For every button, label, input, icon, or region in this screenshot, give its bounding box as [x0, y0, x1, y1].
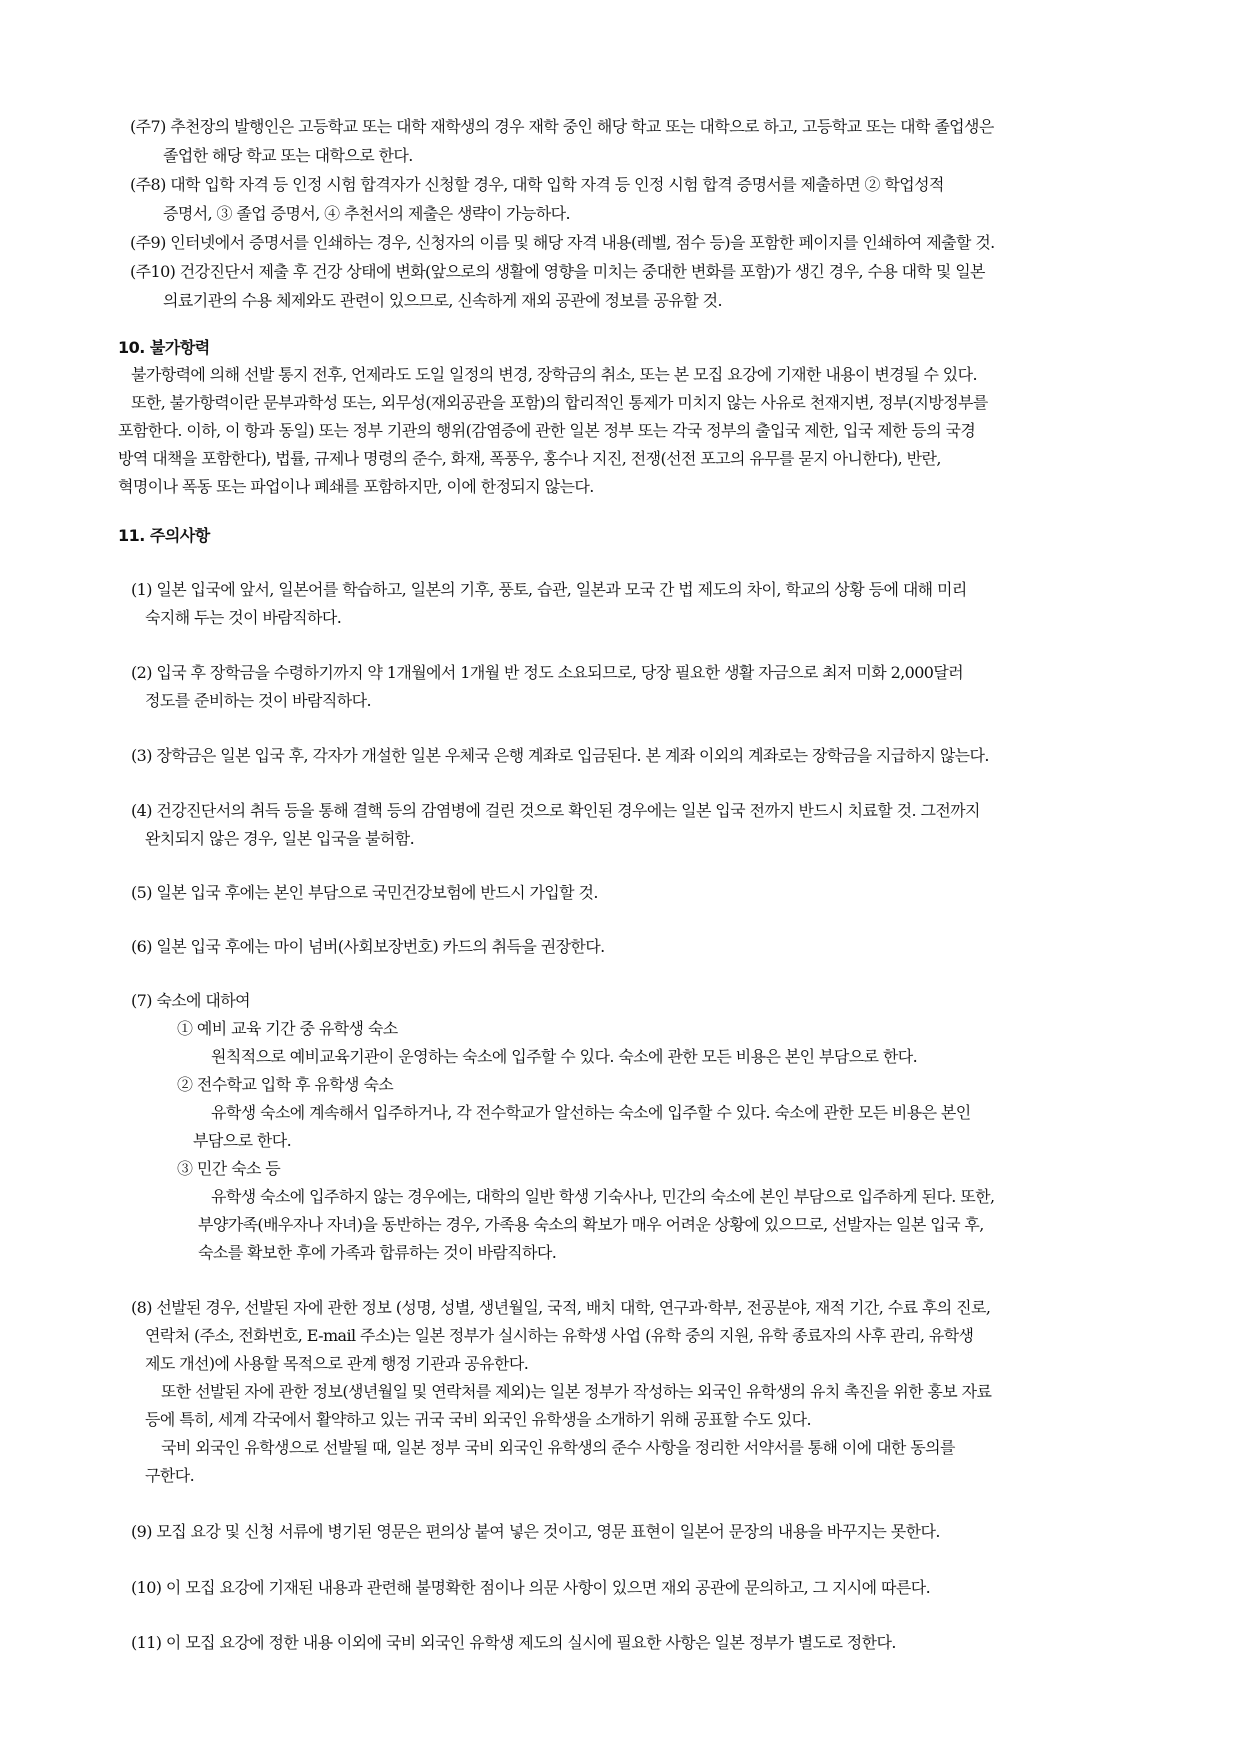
- note-8-line-2: 증명서, ③ 졸업 증명서, ④ 추천서의 제출은 생략이 가능하다.: [163, 204, 570, 223]
- item-3-line-1: (3) 장학금은 일본 입국 후, 각자가 개설한 일본 우체국 은행 계좌로 입금된다. 본 계좌 이외의 계좌로는 장학금을 지급하지 않는다.: [131, 746, 989, 765]
- section-10-line-5: 혁명이나 폭동 또는 파업이나 폐쇄를 포함하지만, 이에 한정되지 않는다.: [118, 477, 594, 496]
- section-11-heading: 11. 주의사항: [118, 526, 210, 545]
- item-7-sub-2-title: ② 전수학교 입학 후 유학생 숙소: [177, 1075, 394, 1094]
- item-8-line-2: 연락처 (주소, 전화번호, E-mail 주소)는 일본 정부가 실시하는 유학생 사업 (유학 중의 지원, 유학 종료자의 사후 관리, 유학생: [145, 1326, 974, 1345]
- note-7-line-1: (주7) 추천장의 발행인은 고등학교 또는 대학 재학생의 경우 재학 중인 해당 학교 또는 대학으로 하고, 고등학교 또는 대학 졸업생은: [130, 117, 994, 136]
- section-10-heading: 10. 불가항력: [118, 338, 210, 357]
- item-4-line-2: 완치되지 않은 경우, 일본 입국을 불허함.: [145, 829, 415, 848]
- note-10-line-1: (주10) 건강진단서 제출 후 건강 상태에 변화(앞으로의 생활에 영향을 미치는 중대한 변화를 포함)가 생긴 경우, 수용 대학 및 일본: [130, 262, 985, 281]
- item-1-line-1: (1) 일본 입국에 앞서, 일본어를 학습하고, 일본의 기후, 풍토, 습관, 일본과 모국 간 법 제도의 차이, 학교의 상황 등에 대해 미리: [131, 580, 967, 599]
- note-7-line-2: 졸업한 해당 학교 또는 대학으로 한다.: [163, 146, 413, 165]
- section-10-line-3: 포함한다. 이하, 이 항과 동일) 또는 정부 기관의 행위(감염증에 관한 일본 정부 또는 각국 정부의 출입국 제한, 입국 제한 등의 국경: [118, 421, 976, 440]
- item-2-line-2: 정도를 준비하는 것이 바람직하다.: [145, 691, 371, 710]
- item-9-line-1: (9) 모집 요강 및 신청 서류에 병기된 영문은 편의상 붙여 넣은 것이고, 영문 표현이 일본어 문장의 내용을 바꾸지는 못한다.: [131, 1522, 940, 1541]
- item-8-line-5: 등에 특히, 세계 각국에서 활약하고 있는 귀국 국비 외국인 유학생을 소개하기 위해 공표할 수도 있다.: [145, 1410, 812, 1429]
- item-8-line-6: 국비 외국인 유학생으로 선발될 때, 일본 정부 국비 외국인 유학생의 준수 사항을 정리한 서약서를 통해 이에 대한 동의를: [161, 1438, 955, 1457]
- item-7-sub-3-title: ③ 민간 숙소 등: [177, 1159, 281, 1178]
- item-7-title: (7) 숙소에 대하여: [131, 991, 250, 1010]
- note-10-line-2: 의료기관의 수용 체제와도 관련이 있으므로, 신속하게 재외 공관에 정보를 공유할 것.: [163, 291, 722, 310]
- item-5-line-1: (5) 일본 입국 후에는 본인 부담으로 국민건강보험에 반드시 가입할 것.: [131, 883, 598, 902]
- item-2-line-1: (2) 입국 후 장학금을 수령하기까지 약 1개월에서 1개월 반 정도 소요되므로, 당장 필요한 생활 자금으로 최저 미화 2,000달러: [131, 663, 964, 682]
- item-7-sub-3-text-3: 숙소를 확보한 후에 가족과 합류하는 것이 바람직하다.: [198, 1243, 557, 1262]
- item-7-sub-1-text: 원칙적으로 예비교육기관이 운영하는 숙소에 입주할 수 있다. 숙소에 관한 모든 비용은 본인 부담으로 한다.: [211, 1047, 918, 1066]
- item-6-line-1: (6) 일본 입국 후에는 마이 넘버(사회보장번호) 카드의 취득을 권장한다.: [131, 937, 605, 956]
- item-4-line-1: (4) 건강진단서의 취득 등을 통해 결핵 등의 감염병에 걸린 것으로 확인된 경우에는 일본 입국 전까지 반드시 치료할 것. 그전까지: [131, 801, 980, 820]
- item-8-line-4: 또한 선발된 자에 관한 정보(생년월일 및 연락처를 제외)는 일본 정부가 작성하는 외국인 유학생의 유치 촉진을 위한 홍보 자료: [161, 1382, 992, 1401]
- item-1-line-2: 숙지해 두는 것이 바람직하다.: [145, 608, 342, 627]
- section-10-line-1: 불가항력에 의해 선발 통지 전후, 언제라도 도일 일정의 변경, 장학금의 취소, 또는 본 모집 요강에 기재한 내용이 변경될 수 있다.: [131, 365, 977, 384]
- section-10-line-2: 또한, 불가항력이란 문부과학성 또는, 외무성(재외공관을 포함)의 합리적인 통제가 미치지 않는 사유로 천재지변, 정부(지방정부를: [131, 393, 988, 412]
- item-7-sub-1-title: ① 예비 교육 기간 중 유학생 숙소: [177, 1019, 398, 1038]
- item-11-line-1: (11) 이 모집 요강에 정한 내용 이외에 국비 외국인 유학생 제도의 실시에 필요한 사항은 일본 정부가 별도로 정한다.: [131, 1633, 896, 1652]
- item-10-line-1: (10) 이 모집 요강에 기재된 내용과 관련해 불명확한 점이나 의문 사항이 있으면 재외 공관에 문의하고, 그 지시에 따른다.: [131, 1578, 931, 1597]
- item-8-line-1: (8) 선발된 경우, 선발된 자에 관한 정보 (성명, 성별, 생년월일, 국적, 배치 대학, 연구과·학부, 전공분야, 재적 기간, 수료 후의 진로,: [131, 1298, 991, 1317]
- item-8-line-7: 구한다.: [145, 1466, 195, 1485]
- item-7-sub-2-text-2: 부담으로 한다.: [193, 1131, 292, 1150]
- item-8-line-3: 제도 개선)에 사용할 목적으로 관계 행정 기관과 공유한다.: [145, 1354, 529, 1373]
- section-10-line-4: 방역 대책을 포함한다), 법률, 규제나 명령의 준수, 화재, 폭풍우, 홍수나 지진, 전쟁(선전 포고의 유무를 묻지 아니한다), 반란,: [118, 449, 941, 468]
- note-9-line-1: (주9) 인터넷에서 증명서를 인쇄하는 경우, 신청자의 이름 및 해당 자격 내용(레벨, 점수 등)을 포함한 페이지를 인쇄하여 제출할 것.: [130, 233, 995, 252]
- item-7-sub-3-text-2: 부양가족(배우자나 자녀)을 동반하는 경우, 가족용 숙소의 확보가 매우 어려운 상황에 있으므로, 선발자는 일본 입국 후,: [198, 1215, 984, 1234]
- item-7-sub-2-text-1: 유학생 숙소에 계속해서 입주하거나, 각 전수학교가 알선하는 숙소에 입주할 수 있다. 숙소에 관한 모든 비용은 본인: [211, 1103, 971, 1122]
- note-8-line-1: (주8) 대학 입학 자격 등 인정 시험 합격자가 신청할 경우, 대학 입학 자격 등 인정 시험 합격 증명서를 제출하면 ② 학업성적: [130, 175, 944, 194]
- item-7-sub-3-text-1: 유학생 숙소에 입주하지 않는 경우에는, 대학의 일반 학생 기숙사나, 민간의 숙소에 본인 부담으로 입주하게 된다. 또한,: [211, 1187, 995, 1206]
